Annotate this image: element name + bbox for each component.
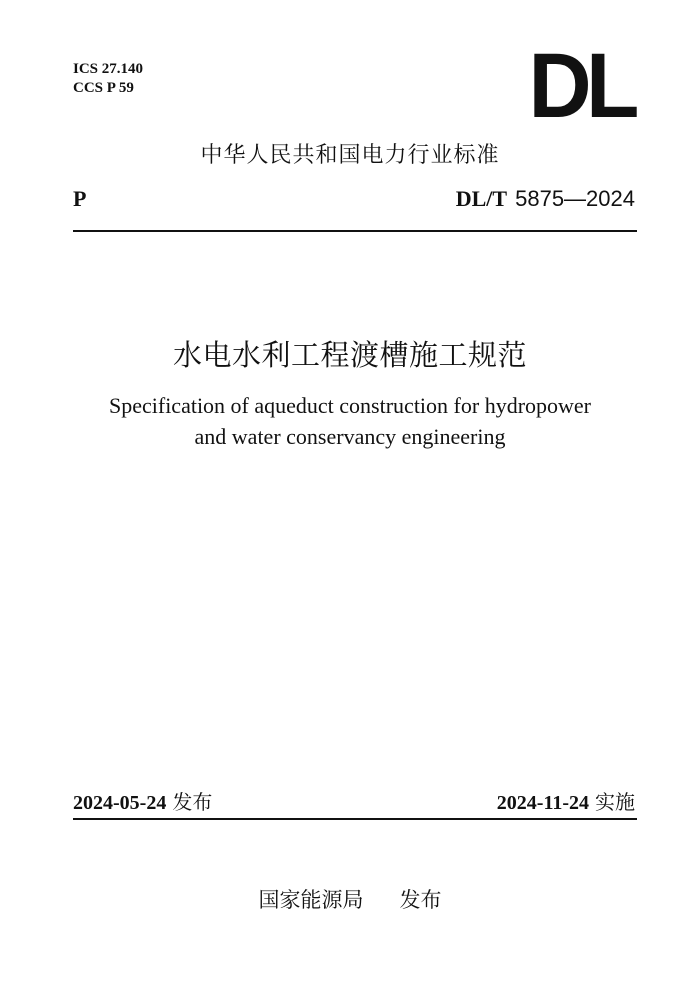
issuing-standard-category: 中华人民共和国电力行业标准 [200,143,500,168]
title-english-line-1: Specification of aqueduct construction for hydropower [108,393,591,418]
issuer-line [0,884,700,914]
issuer-action: 发布 [399,888,442,912]
issue-date: 2024-05-24 [73,792,167,814]
top-divider [73,230,637,232]
bottom-divider [73,818,637,820]
ics-code: ICS 27.140 [73,61,144,77]
implement-label: 实施 [595,790,635,814]
issuer-name: 国家能源局 [258,888,364,912]
title-english-line-2: and water conservancy engineering [194,424,506,449]
title-english [0,390,700,452]
implement-date: 2024-11-24 [496,792,589,814]
standard-code: 5875—2024 [515,186,635,211]
issue-date-block [73,786,212,815]
title-chinese: 水电水利工程渡槽施工规范 [172,338,527,372]
classification-letter: P [73,186,87,211]
standard-prefix: DL/T [455,186,508,211]
ccs-code: CCS P 59 [73,80,134,96]
classification-codes [73,60,143,98]
implement-date-block [497,786,635,815]
standard-number [456,186,635,212]
dl-logo: DL [528,35,634,137]
issue-label: 发布 [172,790,213,814]
